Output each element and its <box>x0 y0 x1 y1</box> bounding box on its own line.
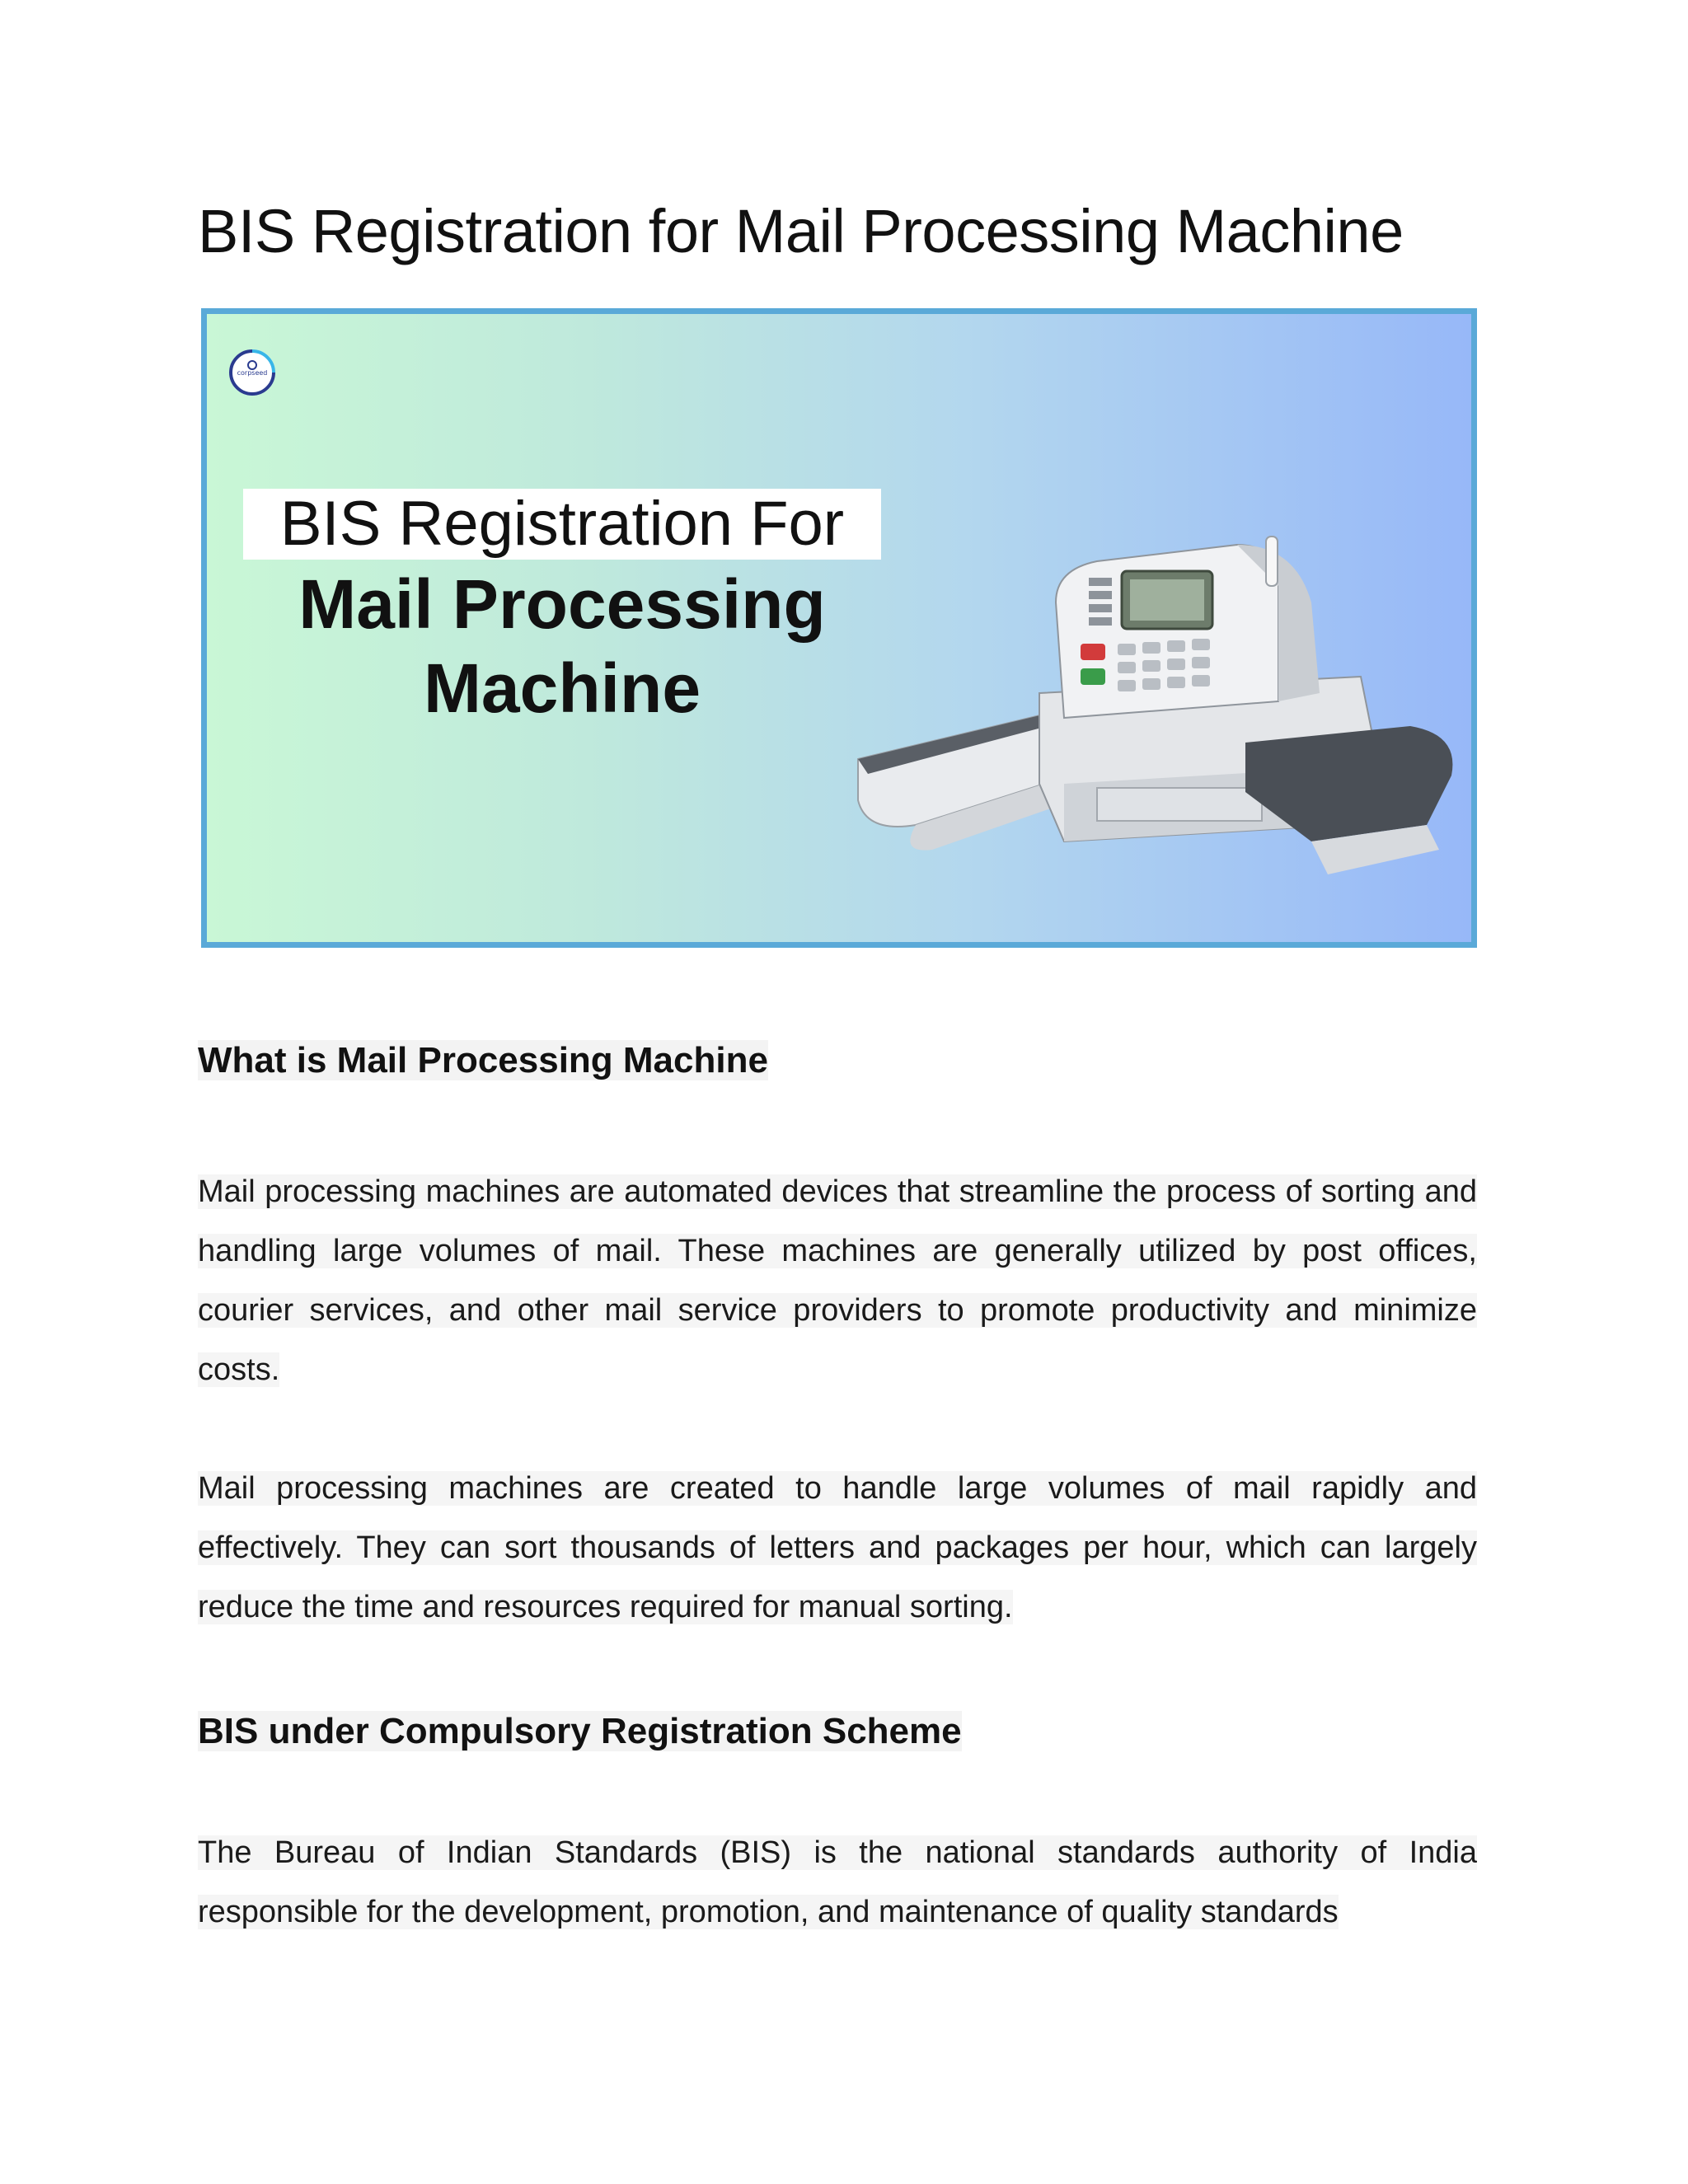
mail-machine-icon <box>850 512 1460 907</box>
section-heading-bis-crs <box>198 1711 962 1752</box>
paragraph-capacity <box>198 1459 1477 1637</box>
paragraph-text: The Bureau of Indian Standards (BIS) is the national standards authority of India responsible for the development, promotion, and maintenance of quality standards <box>198 1835 1477 1929</box>
paragraph-text: Mail processing machines are created to handle large volumes of mail rapidly and effectively. They can sort thousands of letters and packages per hour, which can largely reduce the time and resources required for manual sorting. <box>198 1471 1477 1624</box>
banner-highlight-box <box>243 489 881 560</box>
banner-title-line-1: BIS Registration For <box>279 489 845 559</box>
paragraph-intro <box>198 1162 1477 1399</box>
corpseed-logo-icon <box>227 347 278 398</box>
section-heading-text: What is Mail Processing Machine <box>198 1040 768 1080</box>
banner-title-line-2: Mail Processing <box>298 565 826 643</box>
banner-title-line-3: Machine <box>423 649 701 727</box>
page-title: BIS Registration for Mail Processing Machine <box>198 197 1404 265</box>
section-heading-text: BIS under Compulsory Registration Scheme <box>198 1711 962 1751</box>
banner-image <box>201 308 1477 948</box>
paragraph-text: Mail processing machines are automated devices that streamline the process of sorting and handling large volumes of mail. These machines are generally utilized by post offices, courier services, and other mail service providers to promote productivity and minimize costs. <box>198 1174 1477 1387</box>
logo-text: corpseed <box>237 369 268 377</box>
section-heading-what-is <box>198 1040 768 1081</box>
paragraph-bis <box>198 1823 1477 1942</box>
